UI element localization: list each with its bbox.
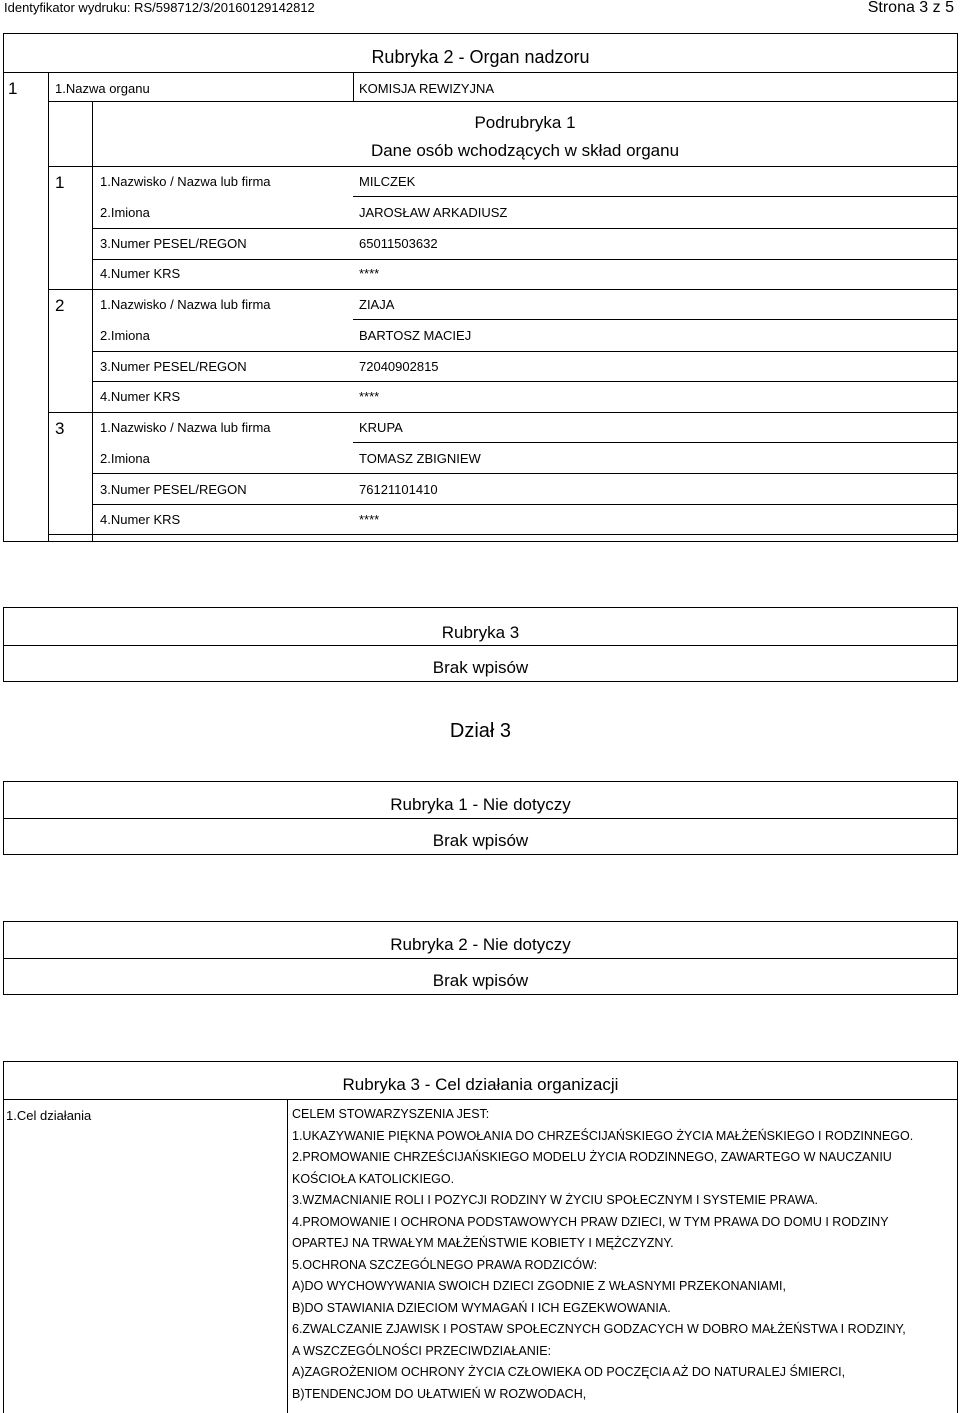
cel-dzialania-text	[292, 1104, 913, 1405]
cel-line: 4.PROMOWANIE I OCHRONA PODSTAWOWYCH PRAW DZIECI, W TYM PRAWA DO DOMU I RODZINY	[292, 1214, 889, 1229]
pesel-label: 3.Numer PESEL/REGON	[100, 359, 247, 374]
cel-line: A)DO WYCHOWYWANIA SWOICH DZIECI ZGODNIE Z WŁASNYMI PRZEKONANIAMI,	[292, 1279, 787, 1293]
cel-line: B)DO STAWIANIA DZIECIOM WYMAGAŃ I ICH EGZEKWOWANIA.	[292, 1300, 671, 1315]
surname-label: 1.Nazwisko / Nazwa lub firma	[100, 174, 271, 189]
cel-dzialania-label: 1.Cel działania	[6, 1108, 92, 1123]
pesel-label: 3.Numer PESEL/REGON	[100, 482, 247, 497]
surname-label: 1.Nazwisko / Nazwa lub firma	[100, 420, 271, 435]
page-number: Strona 3 z 5	[867, 0, 954, 16]
cel-line: 2.PROMOWANIE CHRZEŚCIJAŃSKIEGO MODELU ŻYCIA RODZINNEGO, ZAWARTEGO W NAUCZANIU	[292, 1150, 892, 1164]
print-identifier: Identyfikator wydruku: RS/598712/3/20160129142812	[4, 0, 315, 15]
cel-line: 5.OCHRONA SZCZEGÓLNEGO PRAWA RODZICÓW:	[292, 1257, 598, 1272]
surname-value: MILCZEK	[359, 174, 416, 189]
surname-label: 1.Nazwisko / Nazwa lub firma	[100, 297, 271, 312]
person-number: 3	[55, 419, 65, 438]
names-value: TOMASZ ZBIGNIEW	[359, 451, 481, 466]
pesel-value: 65011503632	[359, 236, 438, 251]
podrubryka-subtitle: Dane osób wchodzących w skład organu	[370, 141, 680, 160]
podrubryka-title: Podrubryka 1	[474, 113, 576, 132]
cel-line: A WSZCZEGÓLNOŚCI PRZECIWDZIAŁANIE:	[292, 1343, 552, 1358]
pesel-value: 76121101410	[359, 482, 438, 497]
pesel-label: 3.Numer PESEL/REGON	[100, 236, 247, 251]
cel-line: A)ZAGROŻENIOM OCHRONY ŻYCIA CZŁOWIEKA OD POCZĘCIA AŻ DO NATURALEJ ŚMIERCI,	[292, 1365, 846, 1379]
krs-label: 4.Numer KRS	[100, 512, 181, 527]
cel-line: 3.WZMACNIANIE ROLI I POZYCJI RODZINY W ŻYCIU SPOŁECZNYM I SYSTEMIE PRAWA.	[292, 1193, 818, 1207]
cel-line: 6.ZWALCZANIE ZJAWISK I POSTAW SPOŁECZNYCH GODZACYCH W DOBRO MAŁŻEŃSTWA I RODZINY,	[292, 1322, 906, 1336]
krs-value: ****	[359, 512, 380, 527]
krs-value: ****	[359, 266, 380, 281]
names-label: 2.Imiona	[100, 205, 150, 220]
organ-name-label: 1.Nazwa organu	[55, 81, 150, 96]
person-number: 2	[55, 296, 65, 315]
krs-label: 4.Numer KRS	[100, 266, 181, 281]
surname-value: ZIAJA	[359, 297, 395, 312]
krs-label: 4.Numer KRS	[100, 389, 181, 404]
cel-line: OPARTEJ NA TRWAŁYM MAŁŻEŃSTWIE KOBIETY I MĘŻCZYZNY.	[292, 1236, 674, 1250]
names-value: JAROSŁAW ARKADIUSZ	[359, 205, 508, 220]
cel-line: 1.UKAZYWANIE PIĘKNA POWOŁANIA DO CHRZEŚCIJAŃSKIEGO ŻYCIA MAŁŻEŃSKIEGO I RODZINNEGO.	[292, 1128, 914, 1143]
rubryka3-title: Rubryka 3	[441, 623, 520, 642]
dzial3-heading: Dział 3	[449, 720, 512, 742]
d3-rubryka3-title: Rubryka 3 - Cel działania organizacji	[342, 1075, 619, 1094]
pesel-value: 72040902815	[359, 359, 439, 374]
cel-line: B)TENDENCJOM DO UŁATWIEŃ W ROZWODACH,	[292, 1386, 587, 1401]
organ-name-value: KOMISJA REWIZYJNA	[359, 81, 495, 96]
organ-row-number: 1	[8, 79, 18, 98]
names-label: 2.Imiona	[100, 328, 150, 343]
d3-rubryka2-empty: Brak wpisów	[432, 971, 529, 990]
names-value: BARTOSZ MACIEJ	[359, 328, 472, 343]
d3-rubryka1-title: Rubryka 1 - Nie dotyczy	[390, 795, 571, 814]
names-label: 2.Imiona	[100, 451, 150, 466]
organ-nadzoru-title: Rubryka 2 - Organ nadzoru	[371, 47, 590, 67]
krs-value: ****	[359, 389, 380, 404]
d3-rubryka2-title: Rubryka 2 - Nie dotyczy	[390, 935, 571, 954]
d3-rubryka1-empty: Brak wpisów	[432, 831, 529, 850]
cel-line: KOŚCIOŁA KATOLICKIEGO.	[292, 1171, 455, 1186]
rubryka3-empty: Brak wpisów	[432, 658, 529, 677]
person-number: 1	[55, 173, 65, 192]
surname-value: KRUPA	[359, 420, 403, 435]
cel-line: CELEM STOWARZYSZENIA JEST:	[292, 1107, 490, 1121]
